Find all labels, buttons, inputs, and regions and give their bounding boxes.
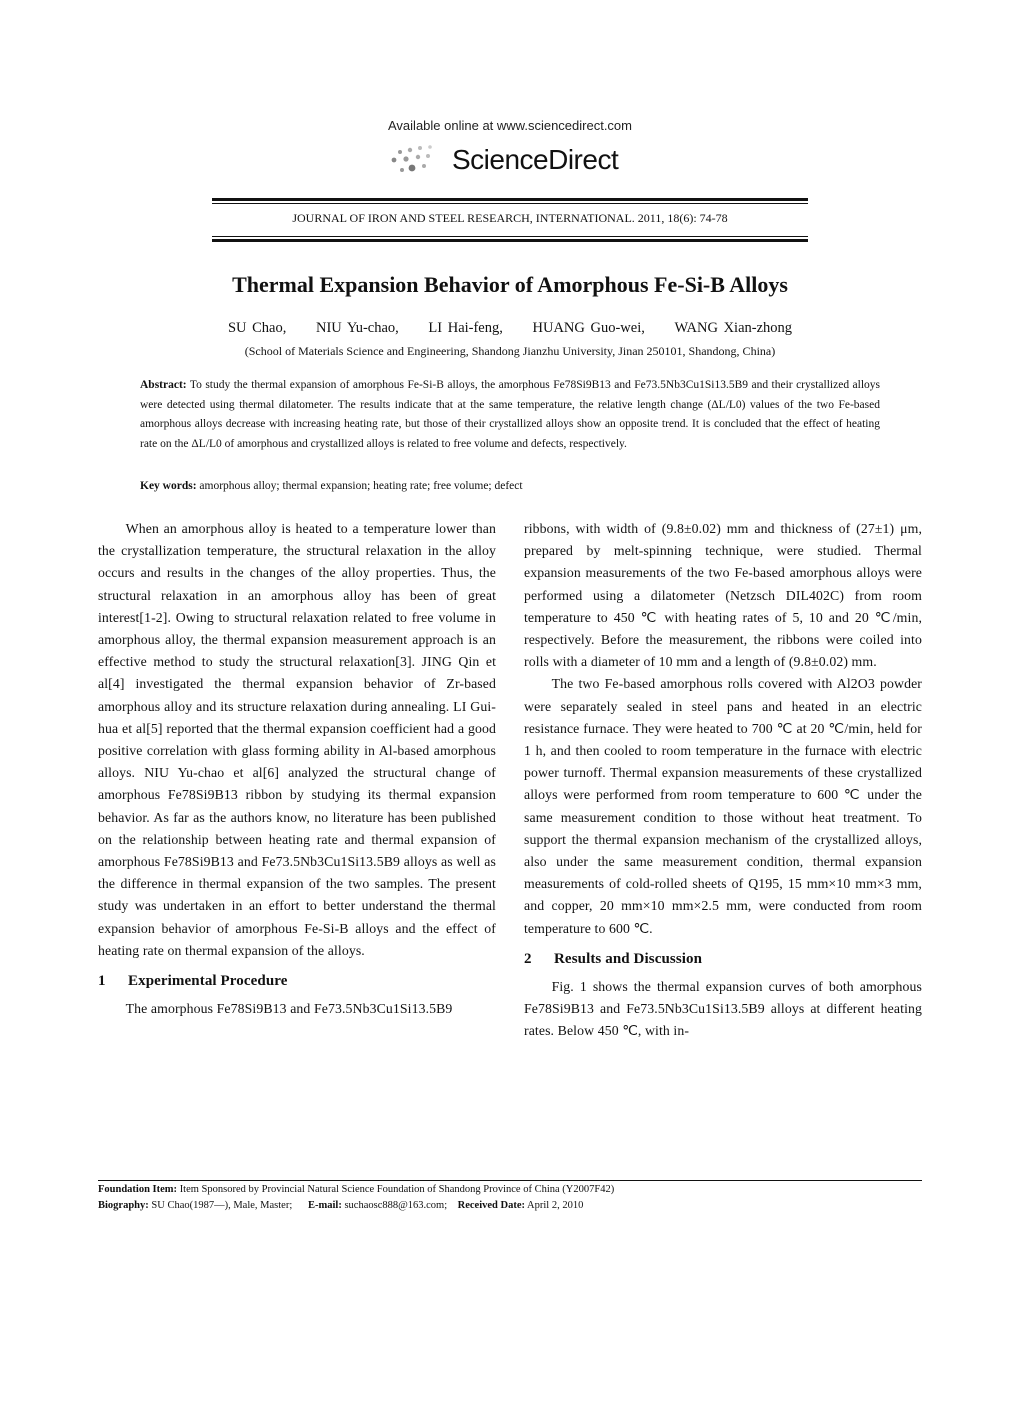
intro-paragraph: When an amorphous alloy is heated to a temperature lower than the crystallization temperature, the structural relaxation in the alloy occurs and results in the changes of the alloy properties. Thus, the structural relaxation in an amorphous alloy has been of great interest[1-2]. Owing to structural relaxation related to free volume in amorphous alloy, the thermal expansion measurement approach is an effective method to study the structural relaxation[3]. JING Qin et al[4] investigated the thermal expansion behavior of Zr-based amorphous alloy and its structure relaxation during annealing. LI Gui-hua et al[5] reported that the thermal expansion coefficient had a good positive correlation with glass forming ability in Al-based amorphous alloys. NIU Yu-chao et al[6] analyzed the structural change of amorphous Fe78Si9B13 ribbon by studying its thermal expansion behavior. As far as the authors know, no literature has been published on the relationship between heating rate and thermal expansion of amorphous Fe78Si9B13 and Fe73.5Nb3Cu1Si13.5B9 alloys as well as the difference in thermal expansion of the two samples. The present study was undertaken in an effort to better understand the thermal expansion behavior of amorphous Fe-Si-B alloys and the effect of heating rate on thermal expansion of the alloys.	[98, 521, 496, 958]
abstract-label: Abstract:	[140, 379, 187, 391]
author: SU Chao,	[227, 320, 287, 336]
header-rule-top-thin	[212, 203, 808, 204]
sciencedirect-logo	[386, 138, 646, 182]
author: HUANG Guo-wei,	[532, 320, 645, 336]
sciencedirect-wordmark: ScienceDirect	[452, 144, 619, 175]
header-rule-top	[212, 198, 808, 201]
biography-label: Biography:	[98, 1200, 149, 1211]
section-heading-2	[524, 948, 922, 970]
abstract-text: To study the thermal expansion of amorphous Fe-Si-B alloys, the amorphous Fe78Si9B13 and Fe73.5Nb3Cu1Si13.5B9 and their crystallized alloys were detected using thermal dilatometer. The results indicate that at the same temperature, the relative length change (ΔL/L0) values of the two Fe-based amorphous alloys decrease with increasing heating rate, but those of their crystallized alloys show an opposite trend. It is concluded that the effect of heating rate on the ΔL/L0 of amorphous and crystallized alloys is related to free volume and defects, respectively.	[140, 379, 880, 450]
journal-citation: JOURNAL OF IRON AND STEEL RESEARCH, INTERNATIONAL. 2011, 18(6): 74-78	[292, 211, 728, 225]
email-text: suchaosc888@163.com;	[344, 1200, 448, 1211]
keywords-label: Key words:	[140, 480, 197, 492]
header-rule-bottom	[212, 239, 808, 242]
author: NIU Yu-chao,	[315, 320, 399, 336]
availability-line: Available online at www.sciencedirect.com	[388, 118, 632, 133]
body-paragraph: The two Fe-based amorphous rolls covered with Al2O3 powder were separately sealed in steel pans and heated in an electric resistance furnace. They were heated to 700 ℃ at 20 ℃/min, held for 1 h, and then cooled to room temperature in the furnace with electric power turnoff. Thermal expansion measurements of these crystallized alloys were performed from room temperature to 600 ℃ under the same measurement condition to those without heat treatment. To support the thermal expansion mechanism of the crystallized alloys, also under the same measurement condition, thermal expansion measurements of cold-rolled sheets of Q195, 15 mm×10 mm×3 mm, and copper, 20 mm×10 mm×2.5 mm, were conducted from room temperature to 600 ℃.	[524, 676, 922, 936]
article-title: Thermal Expansion Behavior of Amorphous Fe-Si-B Alloys	[232, 272, 788, 297]
footnote-foundation	[98, 1184, 922, 1195]
body-paragraph: ribbons, with width of (9.8±0.02) mm and thickness of (27±1) μm, prepared by melt-spinning technique, were studied. Thermal expansion measurements of the two Fe-based amorphous alloys were performed using a dilatometer (Netzsch DIL402C) from room temperature to 450 ℃ with heating rates of 5, 10 and 20 ℃/min, respectively. Before the measurement, the ribbons were coiled into rolls with a diameter of 10 mm and a length of (9.8±0.02) mm.	[524, 521, 922, 670]
author-list	[0, 320, 1020, 337]
author: WANG Xian-zhong	[674, 320, 793, 336]
abstract	[140, 376, 880, 454]
body-column-left	[98, 518, 496, 1020]
keywords-text: amorphous alloy; thermal expansion; heating rate; free volume; defect	[199, 480, 523, 492]
section-heading-1	[98, 970, 496, 992]
keywords	[140, 480, 880, 492]
author-affiliation: (School of Materials Science and Engineering, Shandong Jianzhu University, Jinan 250101, Shandong, China)	[244, 344, 776, 358]
section-title: Results and Discussion	[554, 950, 703, 967]
foundation-label: Foundation Item:	[98, 1184, 178, 1195]
body-paragraph: The amorphous Fe78Si9B13 and Fe73.5Nb3Cu1Si13.5B9	[125, 1001, 453, 1017]
section-title: Experimental Procedure	[128, 973, 288, 990]
sciencedirect-dots-icon	[386, 142, 446, 178]
footnote-rule	[98, 1180, 922, 1181]
header-rule-bottom-thin	[212, 236, 808, 237]
biography-text: SU Chao(1987—), Male, Master;	[151, 1200, 293, 1211]
footnote-biography	[98, 1200, 922, 1211]
foundation-text: Item Sponsored by Provincial Natural Science Foundation of Shandong Province of China (Y2007F42)	[179, 1184, 615, 1195]
body-paragraph: Fig. 1 shows the thermal expansion curves of both amorphous Fe78Si9B13 and Fe73.5Nb3Cu1Si13.5B9 alloys at different heating rates. Below 450 ℃, with in-	[524, 979, 922, 1039]
section-number: 2	[524, 950, 532, 967]
section-number: 1	[98, 973, 106, 990]
body-column-right	[524, 518, 922, 1043]
email-label: E-mail:	[308, 1200, 342, 1211]
received-text: April 2, 2010	[527, 1200, 584, 1211]
received-label: Received Date:	[457, 1200, 525, 1211]
author: LI Hai-feng,	[428, 320, 503, 336]
